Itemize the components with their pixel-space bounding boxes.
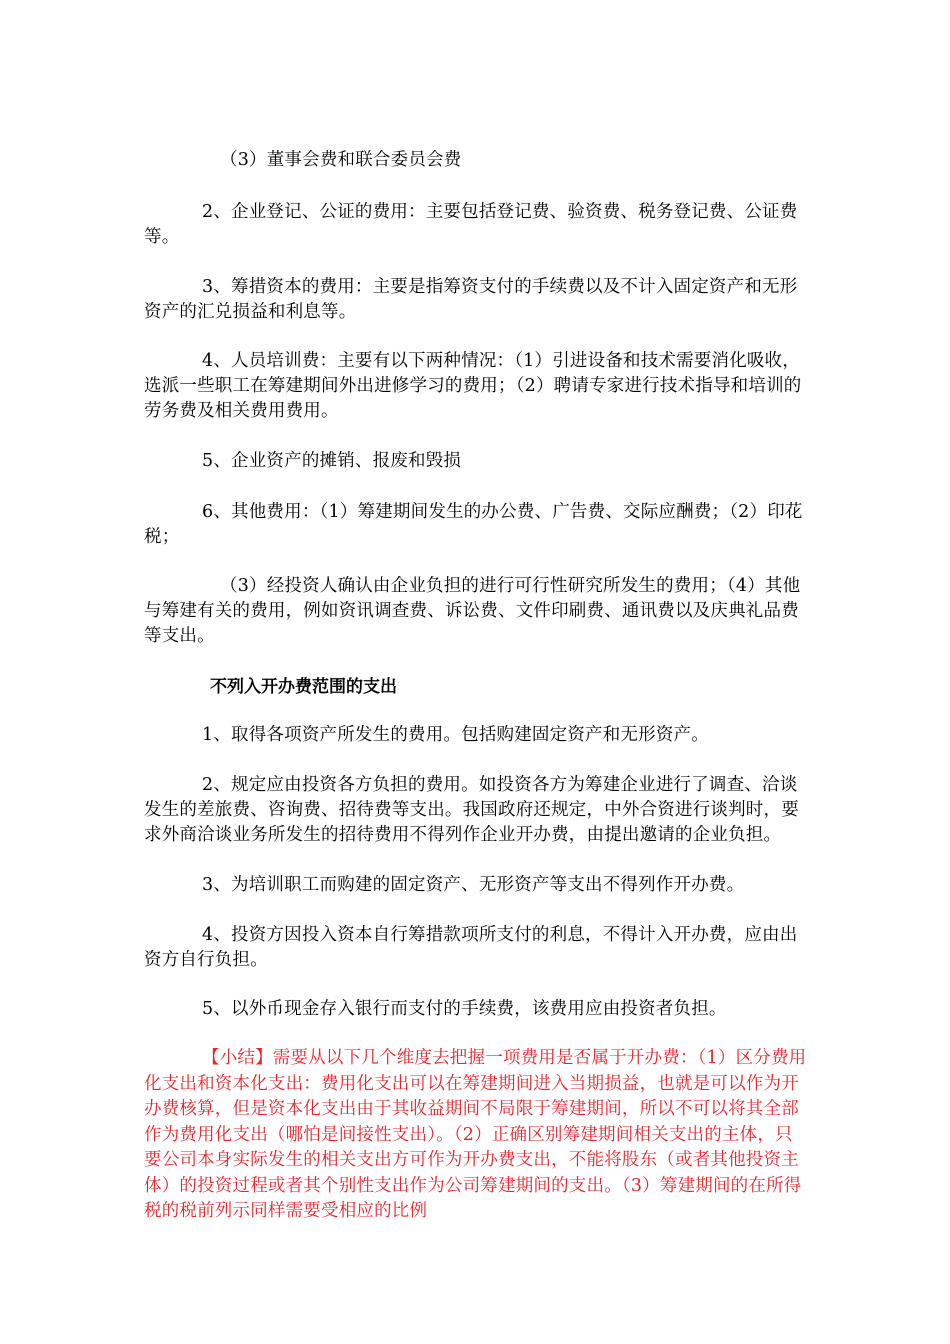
summary-paragraph: 【小结】需要从以下几个维度去把握一项费用是否属于开办费：（1）区分费用化支出和资本化支出：费用化支出可以在筹建期间进入当期损益，也就是可以作为开办费核算，但是资本化支出由于其收益期间不局限于筹建期间，所以不可以将其全部作为费用化支出（哪怕是间接性支出）。（2）正确区别筹建期间相关支出的主体，只要公司本身实际发生的相关支出方可作为开办费支出，不能将股东（或者其他投资主体）的投资过程或者其个别性支出作为公司筹建期间的支出。（3）筹建期间的在所得税的税前列示同样需要受相应的比例	[144, 1048, 807, 1221]
list-item: 4、投资方因投入资本自行筹措款项所支付的利息，不得计入开办费，应由出资方自行负担。	[144, 925, 798, 970]
list-item: 3、为培训职工而购建的固定资产、无形资产等支出不得列作开办费。	[202, 875, 745, 895]
section-heading: 不列入开办费范围的支出	[210, 677, 397, 697]
list-item: 2、规定应由投资各方负担的费用。如投资各方为筹建企业进行了调查、洽谈发生的差旅费、咨询费、招待费等支出。我国政府还规定，中外合资进行谈判时，要求外商洽谈业务所发生的招待费用不得列作企业开办费，由提出邀请的企业负担。	[144, 775, 799, 845]
paragraph-feasibility-fees: （3）经投资人确认由企业负担的进行可行性研究所发生的费用；（4）其他与筹建有关的费用，例如资讯调查费、诉讼费、文件印刷费、通讯费以及庆典礼品费等支出。	[144, 576, 801, 646]
paragraph-asset-amortization: 5、企业资产的摊销、报废和毁损	[202, 451, 462, 471]
paragraph-financing-fees: 3、筹措资本的费用：主要是指筹资支付的手续费以及不计入固定资产和无形资产的汇兑损益和利息等。	[144, 277, 798, 322]
list-item: 5、以外币现金存入银行而支付的手续费，该费用应由投资者负担。	[202, 999, 727, 1019]
paragraph-training-fees: 4、人员培训费：主要有以下两种情况：（1）引进设备和技术需要消化吸收，选派一些职工在筹建期间外出进修学习的费用；（2）聘请专家进行技术指导和培训的劳务费及相关费用费用。	[144, 351, 802, 421]
paragraph-board-fees: （3）董事会费和联合委员会费	[220, 150, 462, 170]
paragraph-registration-fees: 2、企业登记、公证的费用：主要包括登记费、验资费、税务登记费、公证费等。	[144, 202, 798, 247]
paragraph-other-fees: 6、其他费用：（1）筹建期间发生的办公费、广告费、交际应酬费；（2）印花税；	[144, 502, 803, 547]
list-item: 1、取得各项资产所发生的费用。包括购建固定资产和无形资产。	[202, 725, 709, 745]
